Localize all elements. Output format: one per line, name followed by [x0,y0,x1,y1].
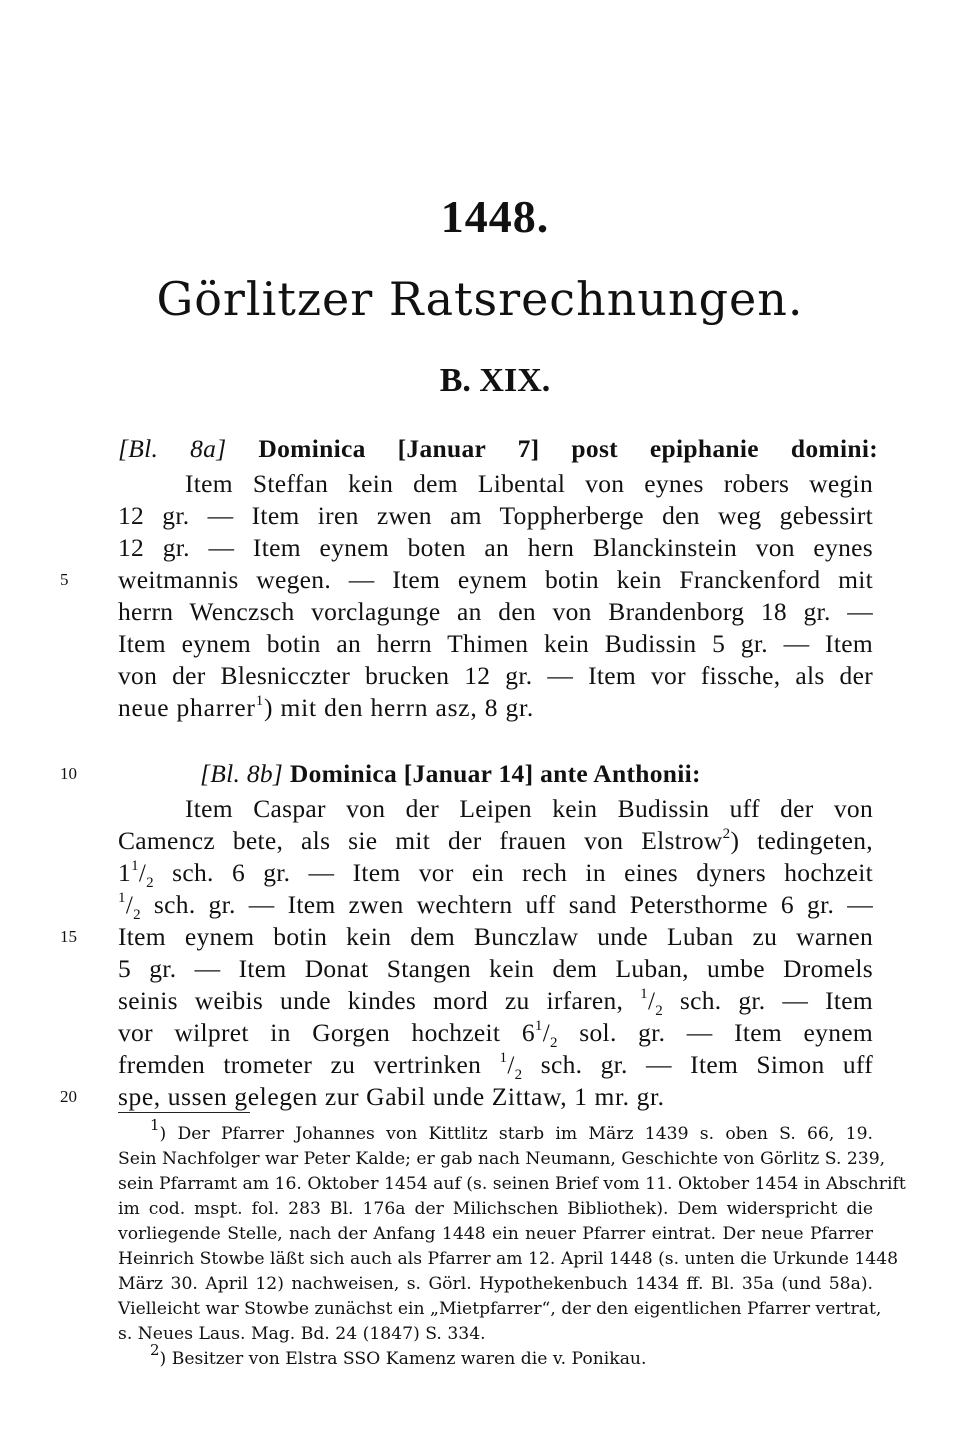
fraction: $^1/_2$ [118,889,141,923]
page-year: 1448. [440,191,550,242]
footnote-line: s. Neues Laus. Mag. Bd. 24 (1847) S. 334. [118,1324,486,1344]
footnote-line: $^1$) Der Pfarrer Johannes von Kittlitz starb im März 1439 s. oben S. 66, 19. [150,1116,873,1144]
text-line: Item Caspar von der Leipen kein Budissin uff der von [185,794,873,823]
fraction: $^1/_2$ [131,857,154,891]
footnote-marker: 2 [722,825,731,842]
footnote-line: im cod. mspt. fol. 283 Bl. 176a der Milichschen Bibliothek). Dem widerspricht die [118,1199,873,1219]
text-line: 12 gr. — Item eynem boten an hern Blanckinstein von eynes [118,533,873,562]
fraction: $^1/_2$ [640,985,663,1019]
text-line: seinis weibis unde kindes mord zu irfaren, $^1/_2$ sch. gr. — Item [118,985,874,1019]
fraction: $^1/_2$ [499,1049,523,1083]
entry-heading [200,757,800,791]
page-title: Görlitzer Ratsrechnungen. [156,272,804,326]
footnote-line: Heinrich Stowbe läßt sich auch als Pfarrer am 12. April 1448 (s. unten die Urkunde 1448 [118,1249,899,1269]
text-line: spe, ussen gelegen zur Gabil unde Zittaw, 1 mr. gr. [118,1082,665,1111]
source-reference: B. XIX. [439,362,551,399]
text-line: 5 gr. — Item Donat Stangen kein dem Luban, umbe Dromels [118,954,873,983]
text-line: $1^1/_2$ sch. 6 gr. — Item vor ein rech in eines dyners hochzeit [118,857,873,891]
footnote-line: vorliegende Stelle, nach der Anfang 1448 ein neuer Pfarrer eintrat. Der neue Pfarrer [118,1224,873,1244]
entry-date: Dominica [Januar 14] ante Anthonii: [289,759,701,788]
fraction: $^1/_2$ [534,1017,558,1051]
text-line: herrn Wenczsch vorclagunge an den von Brandenborg 18 gr. — [118,597,873,626]
text-line: vor wilpret in Gorgen hochzeit $6^1/_2$ sol. gr. — Item eynem [118,1017,873,1051]
footnote-line: sein Pfarramt am 16. Oktober 1454 auf (s. seinen Brief vom 11. Oktober 1454 in Abschrift [118,1174,906,1194]
text-line: Item eynem botin kein dem Bunczlaw unde Luban zu warnen [118,922,873,951]
footnote-marker: 1 [255,692,265,709]
footnote-line: Vielleicht war Stowbe zunächst ein „Mietpfarrer“, der den eigentlichen Pfarrer vertrat, [118,1299,882,1319]
text-line: fremden trometer zu vertrinken $^1/_2$ sch. gr. — Item Simon uff [118,1049,873,1083]
line-number: 5 [60,570,69,589]
text-line: Item Steffan kein dem Libental von eynes robers wegin [185,469,873,498]
text-line: Camencz bete, als sie mit der frauen von Elstrow$^2$) tedingeten, [118,825,873,855]
line-number: 20 [60,1087,77,1106]
footnote-line: $^2$) Besitzer von Elstra SSO Kamenz waren die v. Ponikau. [150,1341,647,1369]
line-number: 15 [60,927,77,946]
entry-date: Dominica [Januar 7] post epiphanie domini: [258,434,878,463]
text-line: neue pharrer$^1$) mit den herrn asz, 8 gr. [118,692,535,722]
text-line: Item eynem botin an herrn Thimen kein Budissin 5 gr. — Item [118,629,873,658]
text-line: $^1/_2$ sch. gr. — Item zwen wechtern uff sand Petersthorme 6 gr. — [118,889,873,923]
text-line: von der Blesnicczter brucken 12 gr. — Item vor fissche, als der [118,661,873,690]
footnote-line: Sein Nachfolger war Peter Kalde; er gab nach Neumann, Geschichte von Görlitz S. 239, [118,1149,886,1169]
folio-reference: [Bl. 8a] [118,434,227,463]
text-line: weitmannis wegen. — Item eynem botin kein Franckenford mit [118,565,873,594]
footnote-marker: 1 [150,1116,160,1135]
footnote-divider [118,1112,250,1113]
footnote-marker: 2 [150,1341,160,1360]
line-number: 10 [60,764,77,783]
text-line: 12 gr. — Item iren zwen am Toppherberge den weg gebessirt [118,501,873,530]
footnote-line: März 30. April 12) nachweisen, s. Görl. Hypothekenbuch 1434 ff. Bl. 35a (und 58a). [118,1274,873,1294]
entry-heading [118,432,878,466]
folio-reference: [Bl. 8b] [200,759,284,788]
